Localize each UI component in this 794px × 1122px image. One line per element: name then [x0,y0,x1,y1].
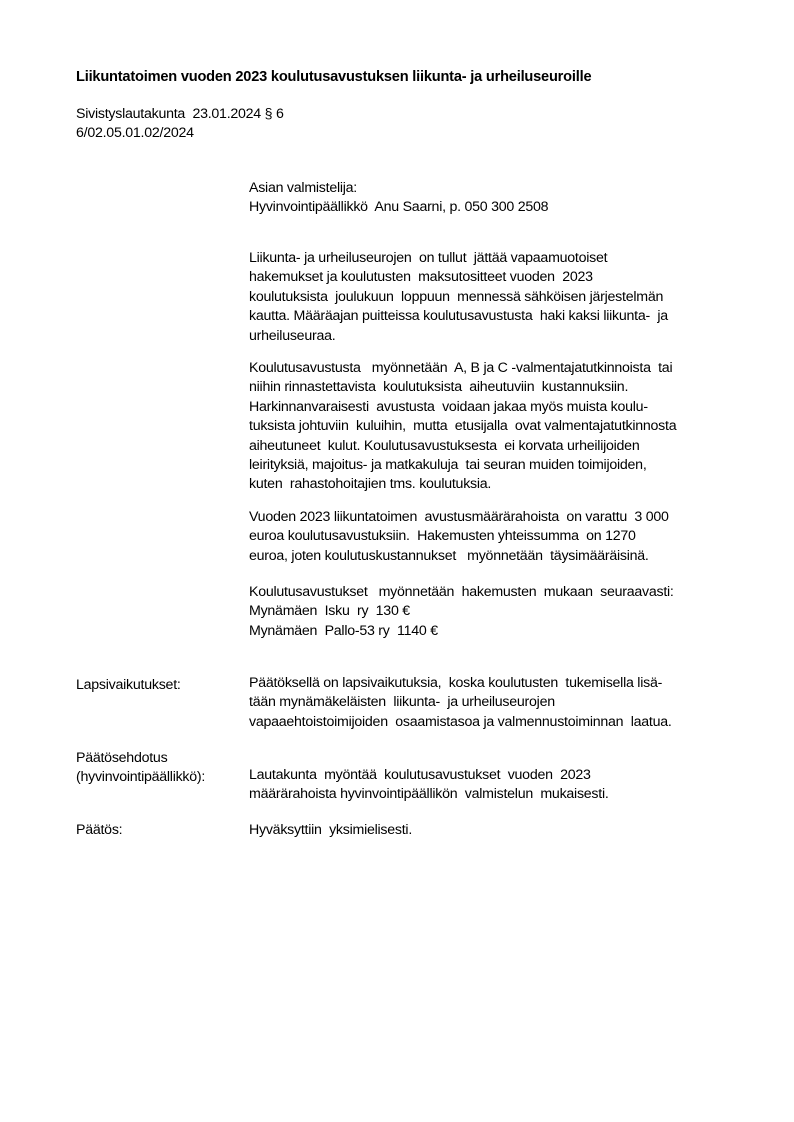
paragraph-line: Koulutusavustusta myönnetään A, B ja C -valmentajatutkinnoista tai [249,360,673,376]
paragraph-budget [249,508,669,566]
section-line: vapaaehtoistoimijoiden osaamistasoa ja valmennustoiminnan laatua. [249,713,672,730]
paragraph-line: Koulutusavustukset myönnetään hakemusten mukaan seuraavasti: [249,584,674,600]
paragraph-line: kautta. Määräajan puitteissa koulutusavustusta haki kaksi liikunta- ja [249,308,668,325]
section-label-child-impact: Lapsivaikutukset: [76,677,181,693]
paragraph-line: Liikunta- ja urheiluseurojen on tullut jättää vapaamuotoiset [249,250,608,266]
paragraph-applications [249,249,668,346]
meeting-reference: Sivistyslautakunta 23.01.2024 § 6 [76,106,284,122]
section-text-proposal [249,766,609,805]
document-title: Liikuntatoimen vuoden 2023 koulutusavustuksen liikunta- ja urheiluseuroille [76,69,592,85]
paragraph-line: aiheutuneet kulut. Koulutusavustuksesta ei korvata urheilijoiden [249,437,640,454]
grant-item: Mynämäen Pallo-53 ry 1140 € [249,622,438,639]
section-line: Päätöksellä on lapsivaikutuksia, koska koulutusten tukemisella lisä- [249,675,663,691]
paragraph-line: euroa koulutusavustuksiin. Hakemusten yhteissumma on 1270 [249,528,636,545]
paragraph-line: Vuoden 2023 liikuntatoimen avustusmäärärahoista on varattu 3 000 [249,509,669,525]
record-number: 6/02.05.01.02/2024 [76,125,194,141]
paragraph-line: urheiluseuraa. [249,327,336,344]
section-line: määrärahoista hyvinvointipäällikön valmistelun mukaisesti. [249,786,609,803]
paragraph-line: hakemukset ja koulutusten maksutositteet vuoden 2023 [249,269,593,286]
paragraph-line: niihin rinnastettavista koulutuksista aiheutuviin kustannuksiin. [249,379,629,396]
section-label-proposal-role: (hyvinvointipäällikkö): [76,769,206,785]
paragraph-line: leirityksiä, majoitus- ja matkakuluja tai seuran muiden toimijoiden, [249,456,647,473]
paragraph-line: tuksista johtuviin kuluihin, mutta etusijalla ovat valmentajatutkinnosta [249,418,677,435]
section-line: tään mynämäkeläisten liikunta- ja urheiluseurojen [249,694,555,711]
paragraph-eligibility [249,359,676,495]
paragraph-grants [249,583,674,641]
paragraph-line: Harkinnanvaraisesti avustusta voidaan jakaa myös muista koulu- [249,398,648,415]
grant-item: Mynämäen Isku ry 130 € [249,603,410,620]
section-label-decision: Päätös: [76,822,123,838]
preparer-name: Hyvinvointipäällikkö Anu Saarni, p. 050 300 2508 [249,199,549,215]
section-label-proposal: Päätösehdotus [76,750,168,766]
section-line: Lautakunta myöntää koulutusavustukset vuoden 2023 [249,767,591,783]
section-text-decision: Hyväksyttiin yksimielisesti. [249,822,413,838]
preparer-label: Asian valmistelija: [249,180,358,196]
paragraph-line: koulutuksista joulukuun loppuun mennessä sähköisen järjestelmän [249,288,664,305]
paragraph-line: euroa, joten koulutuskustannukset myönnetään täysimääräisinä. [249,547,649,564]
paragraph-line: kuten rahastohoitajien tms. koulutuksia. [249,476,492,493]
section-text-child-impact [249,674,672,732]
